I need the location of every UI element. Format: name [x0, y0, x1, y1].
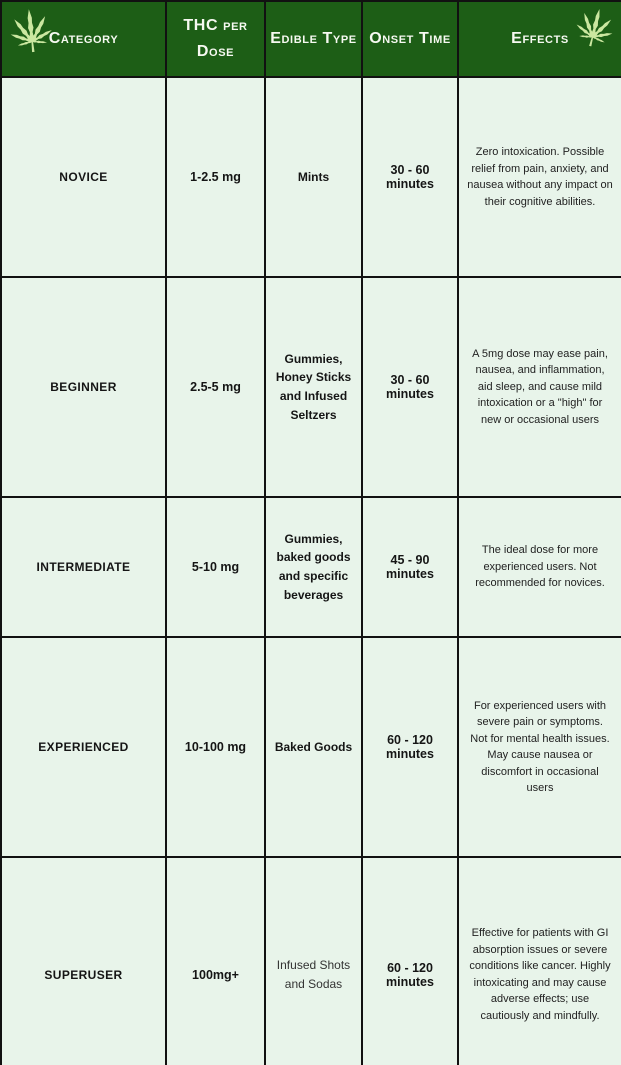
cell-thc-per-dose: 100mg+: [166, 857, 265, 1065]
cell-effects: A 5mg dose may ease pain, nausea, and inflammation, aid sleep, and cause mild intoxication or a "high" for new or occasional users: [458, 277, 621, 497]
cell-onset-time: 60 - 120 minutes: [362, 857, 458, 1065]
cell-category: INTERMEDIATE: [1, 497, 166, 637]
cell-effects: For experienced users with severe pain or symptoms. Not for mental health issues. May cause nausea or discomfort in occasional users: [458, 637, 621, 857]
cell-effects: The ideal dose for more experienced users. Not recommended for novices.: [458, 497, 621, 637]
cell-edible-type: Gummies, Honey Sticks and Infused Seltzers: [265, 277, 362, 497]
table-row-superuser: [1, 857, 621, 1065]
cannabis-leaf-icon: [0, 0, 62, 62]
table-row-experienced: [1, 637, 621, 857]
cell-thc-per-dose: 10-100 mg: [166, 637, 265, 857]
header-row: [1, 1, 621, 77]
cell-edible-type: Mints: [265, 77, 362, 277]
table-row-novice: [1, 77, 621, 277]
cell-edible-type: Gummies, baked goods and specific beverages: [265, 497, 362, 637]
column-header-thc-per-dose: THC per Dose: [166, 1, 265, 77]
cell-edible-type: Baked Goods: [265, 637, 362, 857]
cell-onset-time: 30 - 60 minutes: [362, 277, 458, 497]
column-header-edible-type: Edible Type: [265, 1, 362, 77]
table-row-intermediate: [1, 497, 621, 637]
cell-thc-per-dose: 2.5-5 mg: [166, 277, 265, 497]
column-header-category: Category: [1, 1, 166, 77]
table-row-beginner: [1, 277, 621, 497]
cell-onset-time: 60 - 120 minutes: [362, 637, 458, 857]
cell-thc-per-dose: 5-10 mg: [166, 497, 265, 637]
cell-category: SUPERUSER: [1, 857, 166, 1065]
column-header-onset-time: Onset Time: [362, 1, 458, 77]
cell-thc-per-dose: 1-2.5 mg: [166, 77, 265, 277]
cell-effects: Effective for patients with GI absorption issues or severe conditions like cancer. Highly intoxicating and may cause adverse effects; use cautiously and mindfully.: [458, 857, 621, 1065]
cell-onset-time: 45 - 90 minutes: [362, 497, 458, 637]
cell-category: BEGINNER: [1, 277, 166, 497]
cell-effects: Zero intoxication. Possible relief from pain, anxiety, and nausea without any impact on their cognitive abilities.: [458, 77, 621, 277]
cell-edible-type: Infused Shots and Sodas: [265, 857, 362, 1065]
cell-onset-time: 30 - 60 minutes: [362, 77, 458, 277]
cell-category: EXPERIENCED: [1, 637, 166, 857]
cell-category: NOVICE: [1, 77, 166, 277]
column-header-effects: Effects: [458, 1, 621, 77]
